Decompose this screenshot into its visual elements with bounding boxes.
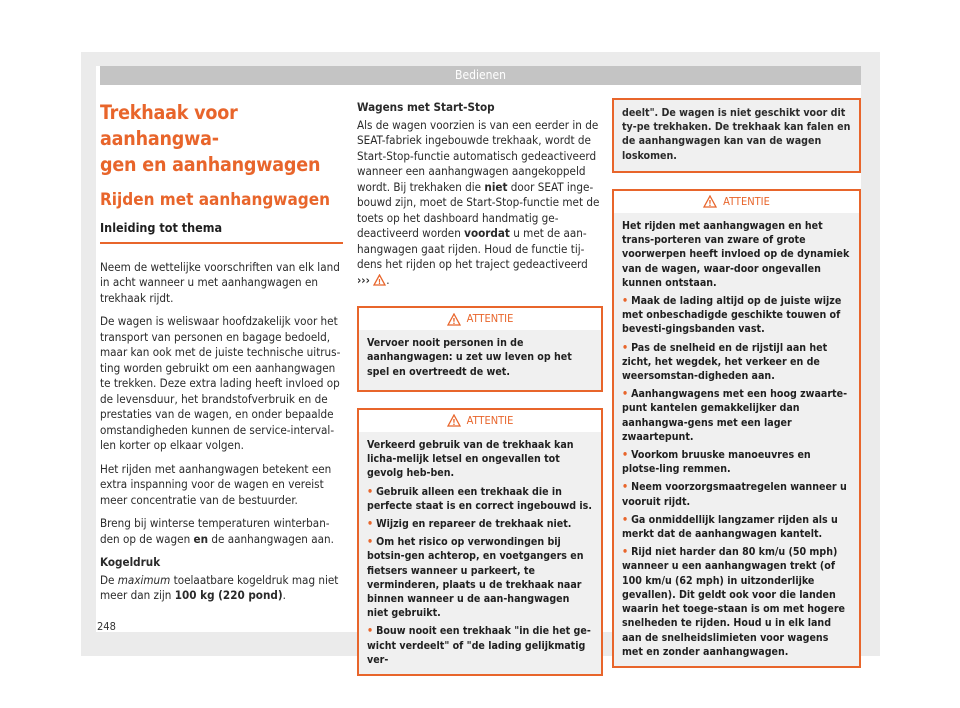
svg-text:!: ! — [378, 278, 382, 286]
subheading-start-stop: Wagens met Start-Stop — [357, 100, 495, 114]
warning-title: ATTENTIE — [466, 312, 514, 325]
warning-box-3 — [612, 189, 861, 668]
chapter-title: Trekhaak voor aanhangwa- gen en aanhangwagen — [100, 101, 321, 176]
column-1 — [100, 100, 343, 612]
list-item: • Ga onmiddellijk langzamer rijden als u merkt dat de aanhangwagen kantelt. — [622, 513, 838, 541]
warning-intro: Het rijden met aanhangwagen en het trans-porteren van zware of grote voorwerpen heeft invloed op de dynamiek van de wagen, waar-door ongevallen kunnen ontstaan. — [622, 220, 850, 289]
list-item: • Pas de snelheid en de rijstijl aan het zicht, het wegdek, het verkeer en de weersomstan-digheden aan. — [622, 341, 828, 383]
paragraph: Als de wagen voorzien is van een eerder in de SEAT-fabriek ingebouwde trekhaak, wordt de Start-Stop-functie automatisch gedeactiveerd wanneer een aanhangwagen aangekoppeld wordt. Bij trekhaken die niet door SEAT inge-bouwd zijn, moet de Start-Stop-functie met de toets op het dashboard handmatig ge-deactiveerd worden voordat u met de aan-hangwagen gaat rijden. Houd de functie tij-dens het rijden op het traject gedeactiveerd ››› ! . — [357, 117, 600, 287]
section-heading: Inleiding tot thema — [100, 216, 343, 244]
warning-intro: Verkeerd gebruik van de trekhaak kan licha-melijk letsel en ongevallen tot gevolg heb-ben. — [367, 439, 574, 480]
warning-title: ATTENTIE — [466, 413, 514, 427]
list-item: • Aanhangwagens met een hoog zwaarte-punt kantelen gemakkelijker dan aanhangwa-gens met een lager zwaartepunt. — [622, 388, 848, 443]
list-item: • Bouw nooit een trekhaak "in die het ge-wicht verdeelt" of "de lading gelijkmatig ver- — [367, 625, 591, 666]
column-2 — [357, 100, 603, 676]
warning-title: ATTENTIE — [723, 194, 770, 208]
svg-text:!: ! — [708, 199, 712, 209]
paragraph: Breng bij winterse temperaturen winterban-den op de wagen en de aanhangwagen aan. — [100, 516, 334, 546]
svg-text:!: ! — [451, 316, 456, 326]
warning-text: Vervoer nooit personen in de aanhangwagen: u zet uw leven op het spel en overtreedt de wet. — [367, 337, 572, 378]
warning-icon — [447, 414, 461, 427]
page-number: 248 — [97, 620, 116, 633]
paragraph: Het rijden met aanhangwagen betekent een extra inspanning voor de wagen en vereist meer concentratie van de bestuurder. — [100, 461, 332, 507]
warning-icon — [447, 313, 461, 326]
warning-icon — [373, 274, 386, 286]
list-item: • Rijd niet harder dan 80 km/u (50 mph) wanneer u een aanhangwagen trekt (of 100 km/u (62 mph) in uitzonderlijke gevallen). Dit geldt ook voor die landen waarin het toege-staan is om met hogere snelheden te rijden. Houd u in elk land aan de snelheidslimieten voor wagens met en zonder aanhangwagen. — [622, 546, 845, 658]
list-item: • Voorkom bruuske manoeuvres en plotse-ling remmen. — [622, 449, 811, 476]
list-item: • Gebruik alleen een trekhaak die in perfecte staat is en correct ingebouwd is. — [367, 485, 592, 512]
column-3 — [612, 98, 861, 668]
warning-icon — [703, 195, 717, 208]
paragraph: De maximum toelaatbare kogeldruk mag niet meer dan zijn 100 kg (220 pond). — [100, 572, 339, 602]
list-item: • Maak de lading altijd op de juiste wijze met onbeschadigde geschikte touwen of bevesti-gingsbanden vast. — [622, 295, 842, 336]
section-header: Bedienen — [100, 66, 861, 85]
subheading-kogeldruk: Kogeldruk — [100, 555, 161, 569]
warning-continuation: deelt". De wagen is niet geschikt voor dit ty-pe trekhaken. De trekhaak kan falen en de aanhangwagen kan van de wagen loskomen. — [612, 98, 861, 173]
continue-arrow: ››› — [357, 272, 370, 287]
warning-box-1 — [357, 306, 603, 392]
chapter-subtitle: Rijden met aanhangwagen — [100, 190, 330, 210]
paragraph: De wagen is weliswaar hoofdzakelijk voor het transport van personen en bagage bedoeld, maar kan ook met de juiste technische uitrus-ting worden gebruikt om een aanhangwagen te trekken. Deze extra lading heeft invloed op de levensduur, het brandstofverbruik en de prestaties van de wagen, en onder bepaalde omstandigheden kunnen de service-interval-len korter op elkaar volgen. — [100, 314, 341, 452]
svg-text:!: ! — [451, 418, 456, 428]
list-item: • Neem voorzorgsmaatregelen wanneer u vooruit rijdt. — [622, 481, 847, 508]
list-item: • Om het risico op verwondingen bij botsin-gen achterop, en voetgangers en fietsers wanneer u parkeert, te verminderen, plaats u de trekhaak naar binnen wanneer u de aan-hangwagen niet gebruikt. — [367, 536, 584, 620]
warning-box-2 — [357, 408, 603, 676]
paragraph: Neem de wettelijke voorschriften van elk land in acht wanneer u met aanhangwagen en trekhaak rijdt. — [100, 259, 340, 305]
list-item: • Wijzig en repareer de trekhaak niet. — [367, 518, 572, 531]
